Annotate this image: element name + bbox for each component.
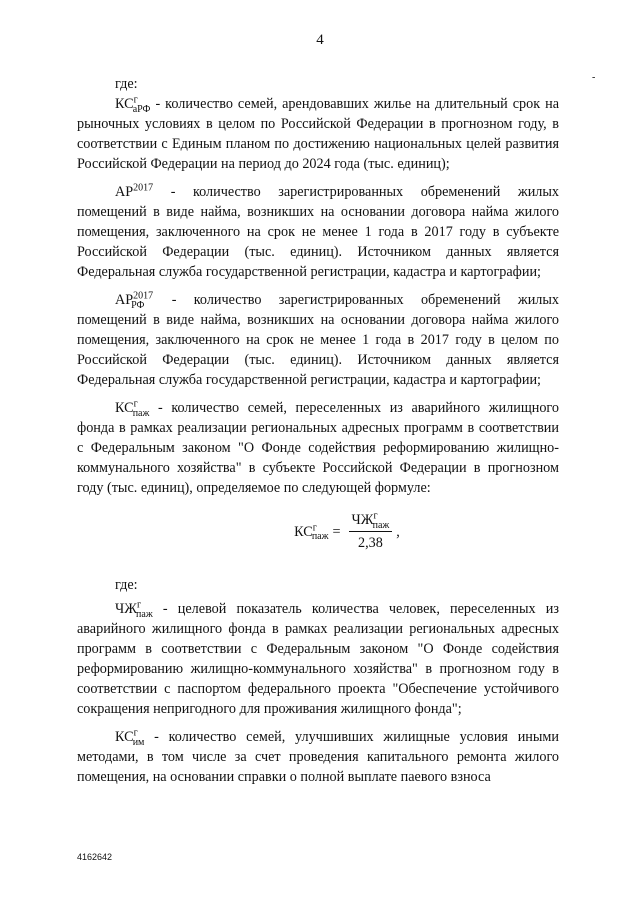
formula-tail: ,	[396, 523, 400, 540]
symbol-sub: аРФ	[132, 103, 151, 115]
symbol-sup: г	[136, 599, 142, 611]
symbol-sub: РФ	[131, 299, 145, 311]
formula-lhs	[294, 522, 328, 542]
symbol-sub: паж	[132, 407, 150, 419]
symbol-base: КС	[115, 96, 134, 112]
symbol-sup: г	[133, 727, 138, 739]
symbol-base: АР	[115, 292, 134, 308]
formula-equals: =	[332, 523, 341, 540]
definition-chzh-pazh	[77, 599, 559, 719]
symbol-base: КС	[115, 729, 134, 745]
definition-text: - количество зарегистрированных обременений жилых помещений в виде найма, возникших на основании договора найма жилого помещения, заключенного на срок не менее 1 года в 2017 году в субъекте Российской Федерации (тыс. единиц). Источником данных является Федеральная служба государственной регистрации, кадастра и картографии;	[77, 184, 559, 280]
definition-kc-arf	[77, 94, 559, 174]
formula-num-base: ЧЖ	[351, 512, 374, 528]
formula-lhs-base: КС	[294, 523, 313, 540]
formula-num-sup: г	[373, 510, 378, 522]
where-label-1: где:	[115, 76, 138, 92]
page-number: 4	[316, 32, 324, 48]
formula	[135, 510, 559, 553]
definition-ap-rf-2017	[77, 290, 559, 390]
symbol-sup: 2017	[133, 290, 154, 302]
symbol-base: КС	[115, 400, 134, 416]
symbol-sup: г	[133, 398, 138, 410]
definition-text: - количество семей, арендовавших жилье на длительный срок на рыночных условиях в целом по Российской Федерации в прогнозном году, в соответствии с Единым планом по достижению национальных целей развития Российской Федерации на период до 2024 года (тыс. единиц);	[77, 96, 559, 172]
formula-fraction	[349, 510, 393, 553]
formula-num-sub: паж	[372, 519, 390, 531]
symbol-base: АР	[115, 184, 134, 200]
symbol-sub: паж	[136, 608, 153, 620]
definition-ap-2017	[77, 182, 559, 282]
definition-text: - количество семей, улучшивших жилищные условия иными методами, в том числе за счет проведения капитального ремонта жилого помещения, на основании справки о полной выплате паевого взноса	[77, 729, 559, 785]
symbol-sub: им	[132, 736, 145, 748]
definition-kc-im	[77, 727, 559, 787]
definition-kc-pazh	[77, 398, 559, 498]
formula-lhs-sub: паж	[311, 531, 329, 543]
side-mark: -	[592, 72, 596, 83]
formula-numerator	[349, 510, 393, 532]
document-id: 4162642	[77, 852, 113, 862]
symbol-sup: 2017	[133, 182, 154, 194]
document-body	[77, 74, 559, 787]
where-label-2: где:	[115, 577, 138, 593]
definition-text: - целевой показатель количества человек, переселенных из аварийного жилищного фонда в рамках реализации региональных адресных программ в соответствии с Федеральным законом "О Фонде содействия реформированию жилищно-коммунального хозяйства" в прогнозном году в соответствии с паспортом федерального проекта "Обеспечение устойчивого сокращения непригодного для проживания жилищного фонда";	[77, 601, 559, 717]
definition-text: - количество зарегистрированных обременений жилых помещений в виде найма, возникших на основании договора найма жилого помещения, заключенного на срок не менее 1 года в 2017 году в целом по Российской Федерации (тыс. единиц). Источником данных является Федеральная служба государственной регистрации, кадастра и картографии;	[77, 292, 559, 388]
definition-text: - количество семей, переселенных из аварийного жилищного фонда в рамках реализации региональных адресных программ в соответствии с Федеральным законом "О Фонде содействия реформированию жилищно-коммунального хозяйства" в субъекте Российской Федерации в прогнозном году (тыс. единиц), определяемое по следующей формуле:	[77, 400, 559, 496]
symbol-sup: г	[133, 94, 138, 106]
formula-denominator: 2,38	[358, 535, 383, 551]
symbol-base: ЧЖ	[115, 601, 137, 617]
formula-lhs-sup: г	[312, 521, 317, 533]
